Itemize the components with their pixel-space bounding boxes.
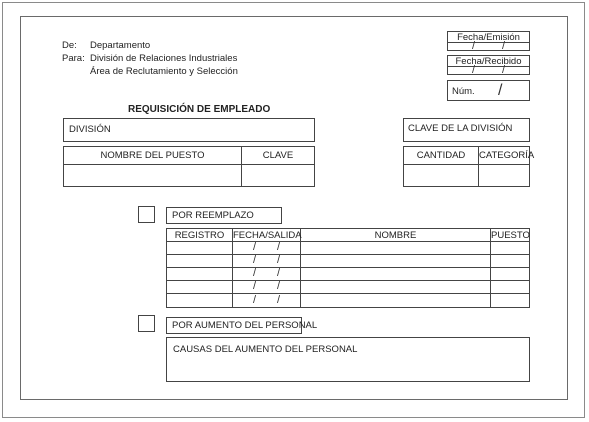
table-row[interactable]	[167, 281, 529, 293]
table-row[interactable]	[167, 255, 529, 267]
categoria-header: CATEGORÍA	[479, 150, 535, 161]
por-aumento-label-box	[166, 317, 318, 334]
date-slash: /	[277, 294, 281, 306]
date-slash: /	[472, 64, 476, 76]
date-slash: /	[253, 254, 257, 266]
causas-field[interactable]	[166, 337, 530, 382]
cantidad-input[interactable]	[404, 165, 478, 186]
col-fecha-salida: FECHA/SALIDA	[233, 230, 302, 241]
de-label: De:	[62, 40, 77, 51]
por-reemplazo-label-box	[166, 207, 282, 224]
fecha-emision-label: Fecha/Emisión	[457, 32, 520, 43]
cantidad-header: CANTIDAD	[416, 150, 466, 161]
por-aumento-checkbox[interactable]	[138, 315, 155, 332]
date-slash: /	[277, 267, 281, 279]
por-reemplazo-label: POR REEMPLAZO	[172, 210, 254, 221]
form-title: REQUISICIÓN DE EMPLEADO	[128, 104, 271, 115]
por-aumento-label: POR AUMENTO DEL PERSONAL	[172, 320, 318, 331]
para-label: Para:	[62, 53, 85, 64]
por-reemplazo-checkbox[interactable]	[138, 206, 155, 223]
date-slash: /	[502, 64, 506, 76]
date-slash: /	[277, 280, 281, 292]
de-value: Departamento	[90, 40, 151, 51]
date-slash: /	[253, 241, 257, 253]
date-slash: /	[277, 241, 281, 253]
table-row[interactable]	[167, 242, 529, 254]
nombre-puesto-header: NOMBRE DEL PUESTO	[100, 150, 205, 161]
num-slash: /	[498, 82, 503, 99]
date-slash: /	[253, 280, 257, 292]
causas-label: CAUSAS DEL AUMENTO DEL PERSONAL	[173, 344, 358, 355]
fecha-recibido-box[interactable]	[447, 55, 530, 75]
categoria-input[interactable]	[479, 165, 529, 186]
col-registro: REGISTRO	[174, 230, 225, 241]
date-slash: /	[502, 40, 506, 52]
col-puesto: PUESTO	[491, 230, 530, 241]
divider	[448, 66, 529, 67]
clave-division-field[interactable]	[403, 118, 530, 142]
num-box[interactable]	[447, 80, 530, 101]
date-slash: /	[472, 40, 476, 52]
date-slash: /	[277, 254, 281, 266]
division-field[interactable]	[63, 118, 315, 142]
date-slash: /	[253, 267, 257, 279]
num-label: Núm.	[452, 86, 475, 97]
fecha-emision-box[interactable]	[447, 31, 530, 51]
divider	[448, 42, 529, 43]
puesto-table	[63, 146, 315, 187]
nombre-puesto-input[interactable]	[64, 165, 241, 186]
division-label: DIVISIÓN	[69, 124, 111, 135]
clave-input[interactable]	[242, 165, 314, 186]
col-nombre: NOMBRE	[374, 230, 417, 241]
fecha-recibido-label: Fecha/Recibido	[455, 56, 522, 67]
para-line-2: Área de Reclutamiento y Selección	[90, 66, 238, 77]
table-row[interactable]	[167, 294, 529, 307]
cantidad-table	[403, 146, 535, 187]
table-row[interactable]	[167, 268, 529, 280]
para-line-1: División de Relaciones Industriales	[90, 53, 238, 64]
clave-division-label: CLAVE DE LA DIVISIÓN	[408, 123, 513, 134]
clave-header: CLAVE	[262, 150, 294, 161]
reemplazo-table	[166, 228, 530, 308]
date-slash: /	[253, 294, 257, 306]
